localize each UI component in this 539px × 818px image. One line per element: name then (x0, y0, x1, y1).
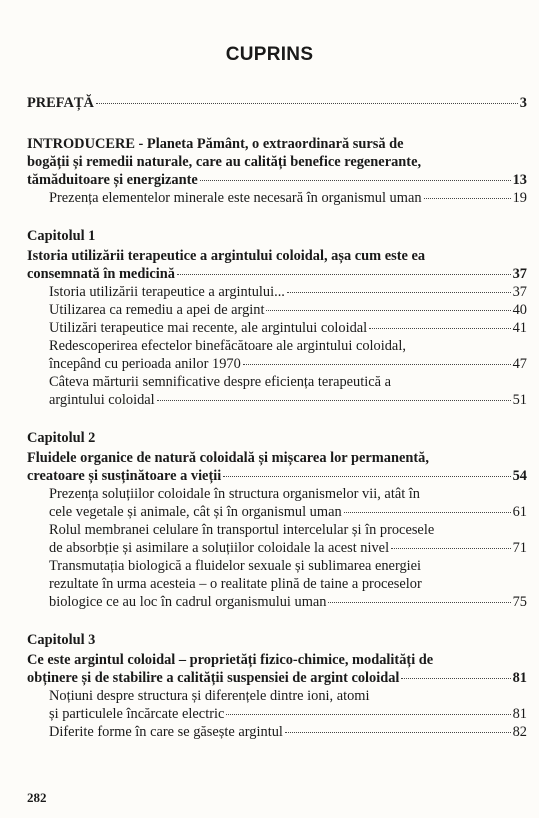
entry-line: bogății și remedii naturale, care au calități benefice regenerante, (27, 154, 422, 170)
entry-text: Utilizări terapeutice mai recente, ale argintului coloidal (49, 320, 368, 336)
page-ref: 71 (512, 540, 527, 556)
toc-subentry (27, 337, 527, 373)
toc-entry-prefata (27, 94, 527, 112)
chapter-heading: Capitolul 1 (27, 228, 96, 244)
entry-line: rezultate în urma acesteia – o realitate plină de taine a proceselor (49, 576, 422, 592)
page-ref: 19 (512, 190, 527, 206)
entry-last-line (27, 669, 527, 687)
page-ref: 75 (512, 594, 527, 610)
entry-text: argintului coloidal (49, 392, 155, 408)
page-ref: 40 (512, 302, 527, 318)
entry-text: Utilizarea ca remediu a apei de argint (49, 302, 265, 318)
entry-line: Noțiuni despre structura și diferențele dintre ioni, atomi (49, 688, 370, 704)
entry-text: de absorbție și asimilare a soluțiilor coloidale la acest nivel (49, 540, 390, 556)
toc-subentry (27, 521, 527, 557)
chapter-title (27, 449, 527, 485)
chapter-heading: Capitolul 3 (27, 632, 96, 648)
chapter-heading: Capitolul 2 (27, 430, 96, 446)
entry-line: Prezența soluțiilor coloidale în structura organismelor vii, atât în (49, 486, 420, 502)
entry-last-line (27, 705, 527, 723)
page-ref: 81 (512, 706, 527, 722)
dot-leader (369, 328, 510, 329)
toc-entry-introducere (27, 135, 527, 189)
entry-text: biologice ce au loc în cadrul organismului uman (49, 594, 327, 610)
entry-last-line (27, 503, 527, 521)
dot-leader (424, 198, 511, 199)
page-ref: 41 (512, 320, 527, 336)
entry-text: obținere și de stabilire a calității suspensiei de argint coloidal (27, 670, 400, 686)
page-ref: 81 (512, 670, 527, 686)
dot-leader (328, 602, 510, 603)
page-ref: 51 (512, 392, 527, 408)
entry-line: Ce este argintul coloidal – proprietăți fizico-chimice, modalități de (27, 652, 434, 668)
dot-leader (344, 512, 511, 513)
dot-leader (223, 476, 510, 477)
entry-last-line (27, 467, 527, 485)
dot-leader (285, 732, 511, 733)
entry-line: Rolul membranei celulare în transportul intercelular și în procesele (49, 522, 435, 538)
toc-subentry (27, 319, 527, 337)
chapter-title (27, 247, 527, 283)
dot-leader (157, 400, 511, 401)
entry-text: tămăduitoare și energizante (27, 172, 198, 188)
entry-last-line (27, 301, 527, 319)
page-ref: 13 (512, 172, 527, 188)
entry-last-line (27, 171, 527, 189)
toc-subentry (27, 189, 527, 207)
dot-leader (96, 103, 518, 104)
toc-subentry (27, 283, 527, 301)
entry-text: și particulele încărcate electric (49, 706, 225, 722)
dot-leader (243, 364, 511, 365)
entry-text: cele vegetale și animale, cât și în organismul uman (49, 504, 342, 520)
page-ref: 3 (519, 95, 527, 111)
entry-line: Transmutația biologică a fluidelor sexuale și sublimarea energiei (49, 558, 422, 574)
entry-last-line (27, 391, 527, 409)
page-ref: 37 (512, 284, 527, 300)
entry-last-line (27, 539, 527, 557)
entry-text: consemnată în medicină (27, 266, 175, 282)
page-ref: 61 (512, 504, 527, 520)
entry-last-line (27, 355, 527, 373)
entry-line: INTRODUCERE - Planeta Pământ, o extraordinară sursă de (27, 136, 404, 152)
page-title: CUPRINS (225, 44, 314, 65)
toc-subentry (27, 687, 527, 723)
entry-last-line (27, 189, 527, 207)
toc-subentry (27, 557, 527, 611)
toc-subentry (27, 373, 527, 409)
entry-last-line (27, 593, 527, 611)
toc-subentry (27, 301, 527, 319)
dot-leader (200, 180, 511, 181)
toc-subentry (27, 485, 527, 521)
entry-line: Fluidele organice de natură coloidală și mișcarea lor permanentă, (27, 450, 429, 466)
page-ref: 37 (512, 266, 527, 282)
entry-last-line (27, 283, 527, 301)
entry-line: Câteva mărturii semnificative despre eficiența terapeutică a (49, 374, 392, 390)
entry-text: Prezența elementelor minerale este necesară în organismul uman (49, 190, 422, 206)
dot-leader (287, 292, 511, 293)
entry-text: Diferite forme în care se găsește argintul (49, 724, 283, 740)
entry-last-line (27, 265, 527, 283)
dot-leader (391, 548, 511, 549)
dot-leader (177, 274, 511, 275)
dot-leader (401, 678, 510, 679)
entry-text: începând cu perioada anilor 1970 (49, 356, 241, 372)
entry-text: PREFAȚĂ (27, 95, 94, 111)
toc-subentry (27, 723, 527, 741)
entry-line: Istoria utilizării terapeutice a argintului coloidal, așa cum este ea (27, 248, 426, 264)
page-number: 282 (27, 790, 47, 805)
page-ref: 47 (512, 356, 527, 372)
entry-line: Redescoperirea efectelor binefăcătoare ale argintului coloidal, (49, 338, 406, 354)
dot-leader (226, 714, 510, 715)
entry-text: Istoria utilizării terapeutice a argintului... (49, 284, 285, 300)
page-ref: 54 (512, 468, 527, 484)
entry-text: creatoare și susținătoare a vieții (27, 468, 222, 484)
entry-last-line (27, 319, 527, 337)
dot-leader (266, 310, 510, 311)
entry-last-line (27, 723, 527, 741)
chapter-title (27, 651, 527, 687)
table-of-contents (27, 90, 527, 741)
page-ref: 82 (512, 724, 527, 740)
